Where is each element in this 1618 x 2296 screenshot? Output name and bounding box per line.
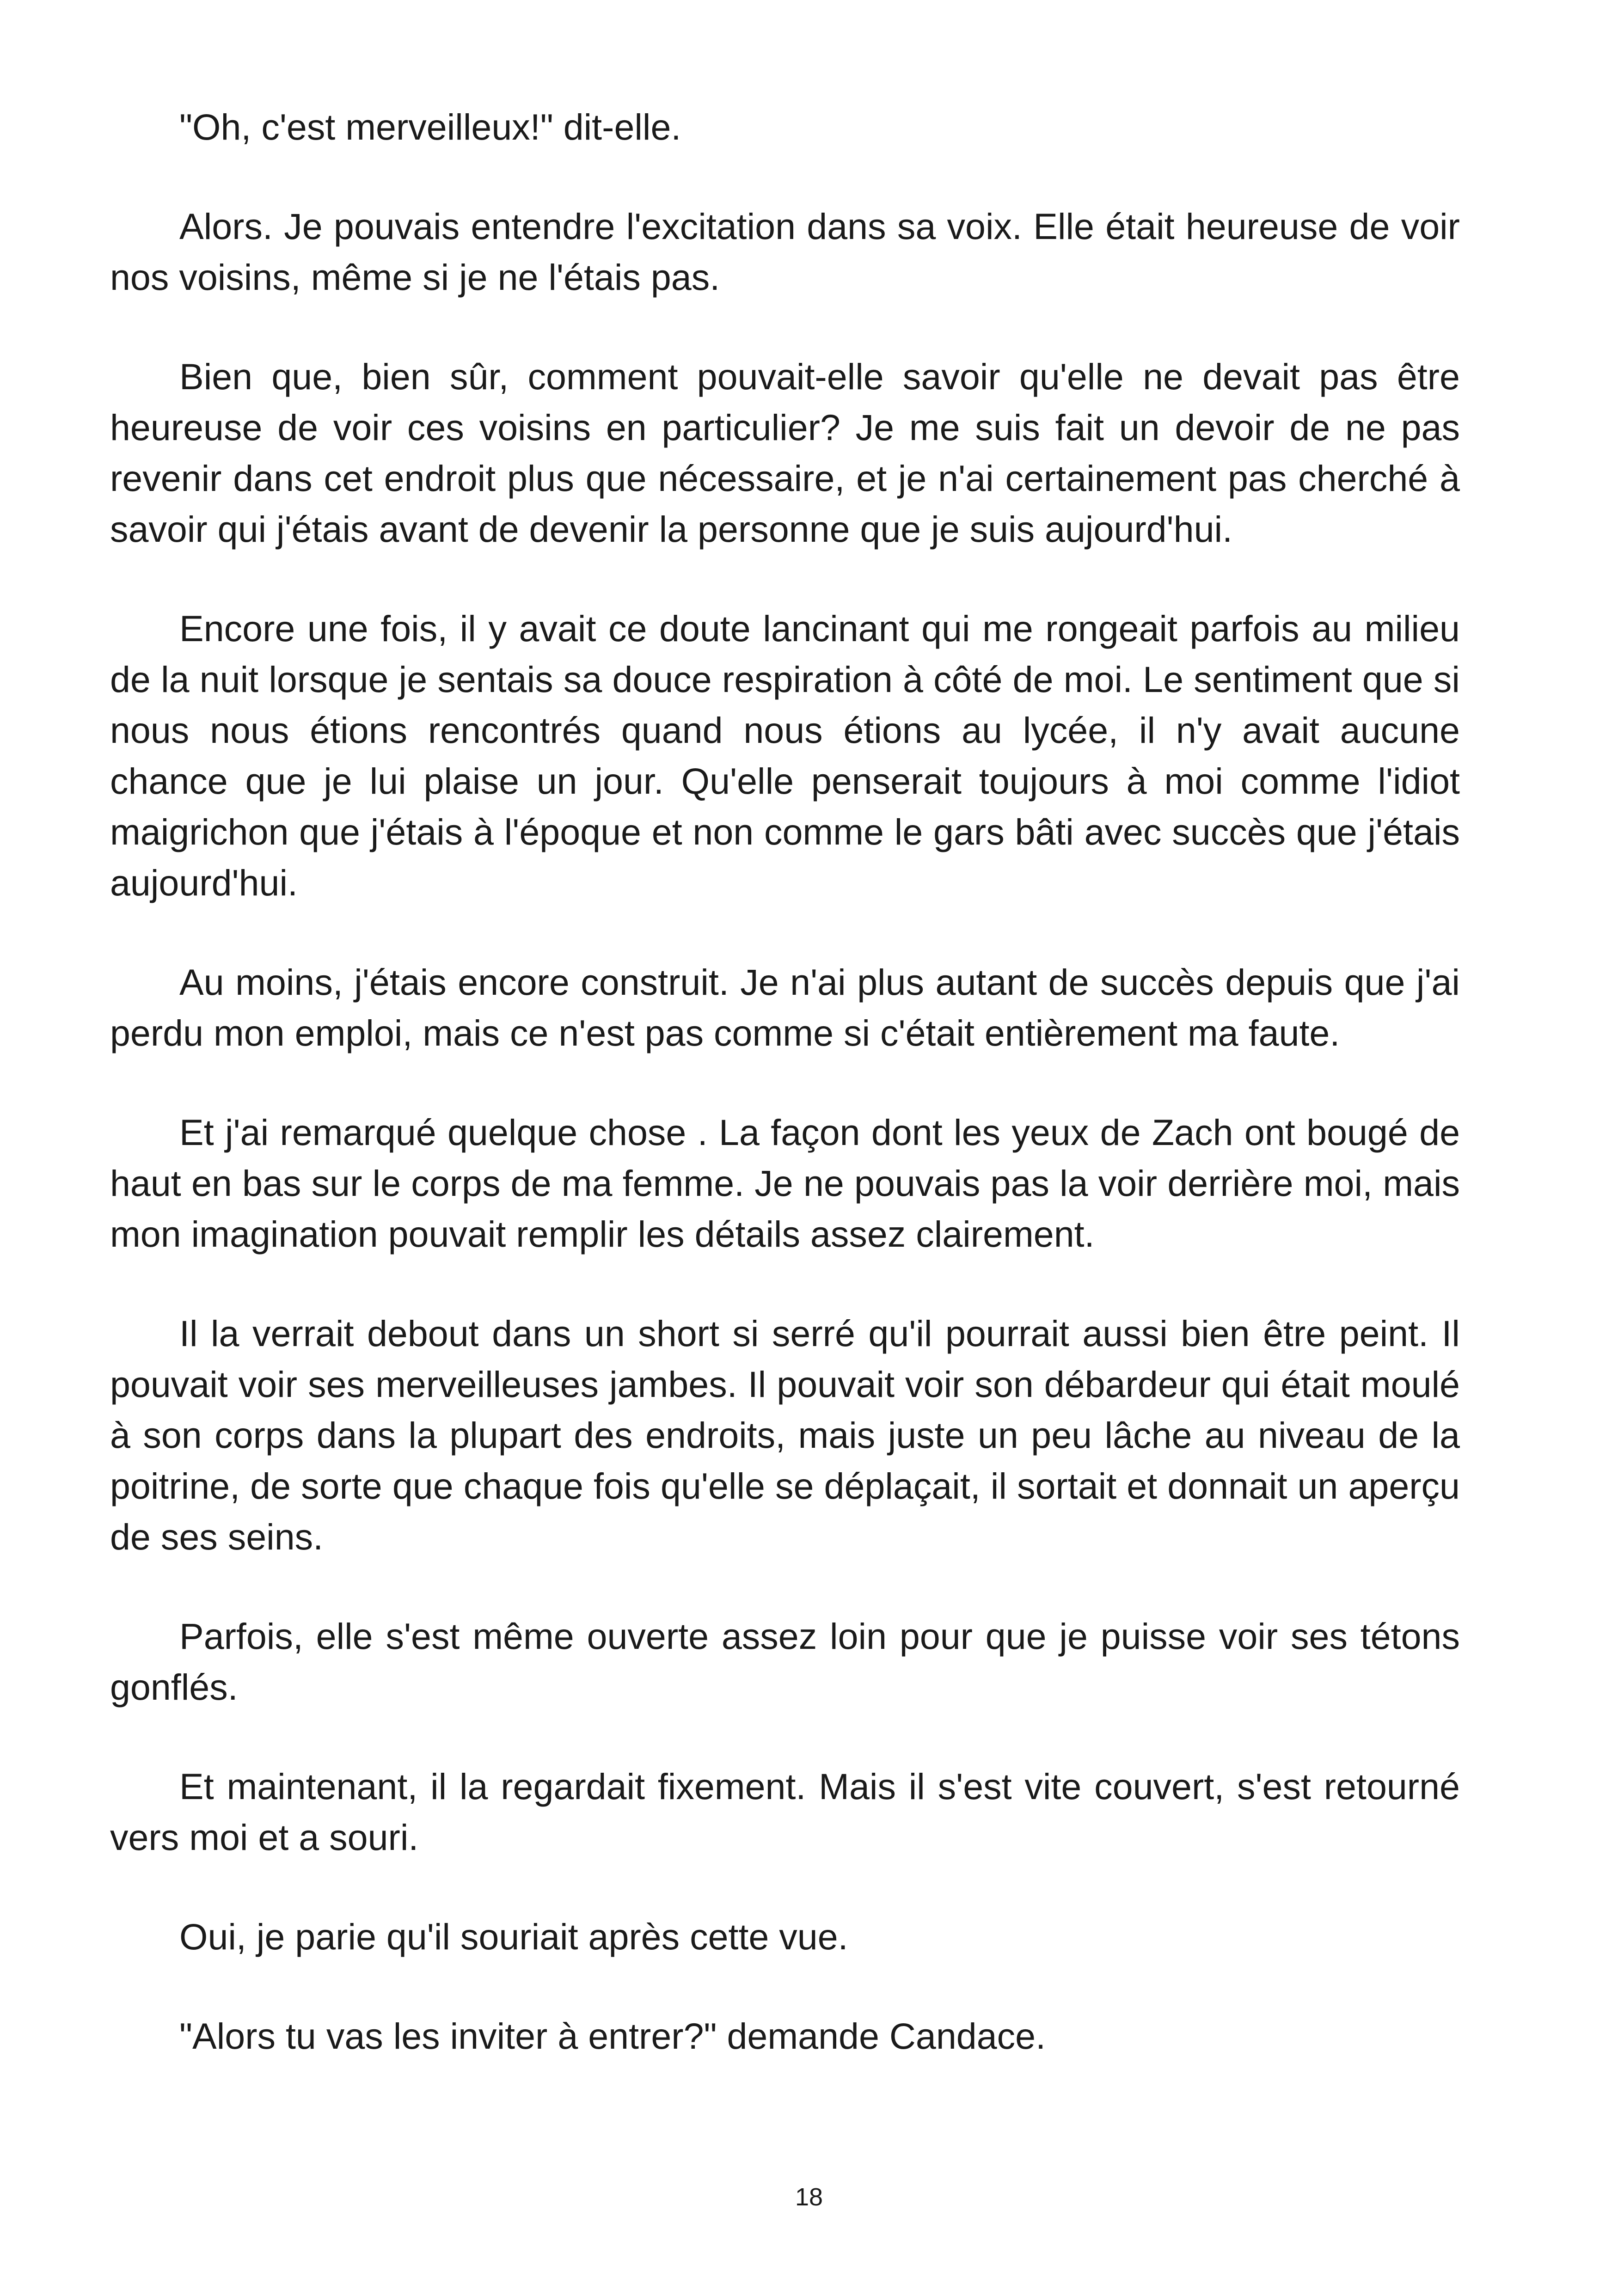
paragraph-11: "Alors tu vas les inviter à entrer?" demande Candace. bbox=[179, 2015, 1046, 2057]
paragraph-9: Et maintenant, il la regardait fixement. Mais il s'est vite couvert, s'est retourné vers moi et a souri. bbox=[110, 1766, 1460, 1858]
paragraph-10: Oui, je parie qu'il souriait après cette vue. bbox=[179, 1916, 848, 1957]
paragraph-6: Et j'ai remarqué quelque chose . La façon dont les yeux de Zach ont bougé de haut en bas sur le corps de ma femme. Je ne pouvais pas la voir derrière moi, mais mon imagination pouvait remplir les détails assez clairement. bbox=[110, 1112, 1460, 1255]
paragraph-8: Parfois, elle s'est même ouverte assez loin pour que je puisse voir ses tétons gonflés. bbox=[110, 1616, 1460, 1708]
paragraph-5: Au moins, j'étais encore construit. Je n'ai plus autant de succès depuis que j'ai perdu mon emploi, mais ce n'est pas comme si c'était entièrement ma faute. bbox=[110, 961, 1460, 1053]
paragraph-2: Alors. Je pouvais entendre l'excitation dans sa voix. Elle était heureuse de voir nos voisins, même si je ne l'étais pas. bbox=[110, 206, 1460, 298]
paragraph-7: Il la verrait debout dans un short si serré qu'il pourrait aussi bien être peint. Il pouvait voir ses merveilleuses jambes. Il pouvait voir son débardeur qui était moulé à son corps dans la plupart des endroits, mais juste un peu lâche au niveau de la poitrine, de sorte que chaque fois qu'elle se déplaçait, il sortait et donnait un aperçu de ses seins. bbox=[110, 1313, 1460, 1557]
body-text bbox=[110, 102, 1460, 2110]
paragraph-4: Encore une fois, il y avait ce doute lancinant qui me rongeait parfois au milieu de la nuit lorsque je sentais sa douce respiration à côté de moi. Le sentiment que si nous nous étions rencontrés quand nous étions au lycée, il n'y avait aucune chance que je lui plaise un jour. Qu'elle penserait toujours à moi comme l'idiot maigrichon que j'étais à l'époque et non comme le gars bâti avec succès que j'étais aujourd'hui. bbox=[110, 608, 1460, 903]
paragraph-1: "Oh, c'est merveilleux!" dit-elle. bbox=[179, 106, 681, 147]
page-number: 18 bbox=[795, 2183, 823, 2211]
paragraph-3: Bien que, bien sûr, comment pouvait-elle savoir qu'elle ne devait pas être heureuse de voir ces voisins en particulier? Je me suis fait un devoir de ne pas revenir dans cet endroit plus que nécessaire, et je n'ai certainement pas cherché à savoir qui j'étais avant de devenir la personne que je suis aujourd'hui. bbox=[110, 356, 1460, 550]
